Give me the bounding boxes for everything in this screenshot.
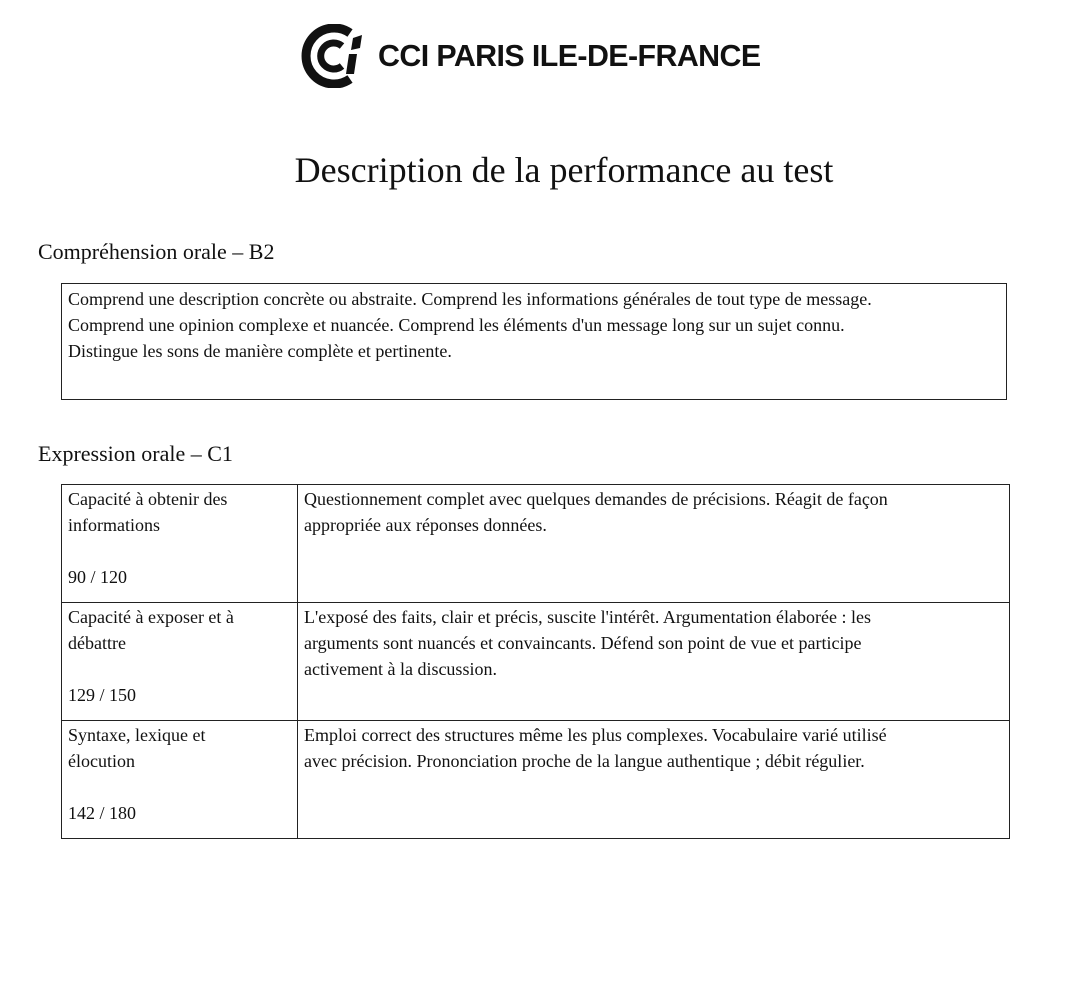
criterion-cell xyxy=(62,721,298,839)
expression-heading: Expression orale – C1 xyxy=(38,441,233,466)
criterion-score: 142 / 180 xyxy=(68,803,137,823)
table-row xyxy=(62,485,1010,603)
table-row xyxy=(62,721,1010,839)
comprehension-line: Distingue les sons de manière complète et pertinente. xyxy=(68,341,452,361)
criterion-label: élocution xyxy=(68,751,135,771)
description-cell xyxy=(298,721,1010,839)
expression-table xyxy=(61,484,1010,839)
criterion-label: Capacité à obtenir des xyxy=(68,489,228,509)
cci-logo-icon xyxy=(300,24,364,88)
criterion-label: informations xyxy=(68,515,160,535)
description-line: appropriée aux réponses données. xyxy=(304,515,547,535)
description-line: Questionnement complet avec quelques demandes de précisions. Réagit de façon xyxy=(304,489,888,509)
criterion-label: débattre xyxy=(68,633,126,653)
description-line: activement à la discussion. xyxy=(304,659,497,679)
description-line: arguments sont nuancés et convaincants. Défend son point de vue et participe xyxy=(304,633,862,653)
criterion-cell xyxy=(62,485,298,603)
criterion-score: 129 / 150 xyxy=(68,685,137,705)
document-title: Description de la performance au test xyxy=(294,150,834,190)
comprehension-line: Comprend une description concrète ou abstraite. Comprend les informations générales de tout type de message. xyxy=(68,289,872,309)
comprehension-line: Comprend une opinion complexe et nuancée. Comprend les éléments d'un message long sur un sujet connu. xyxy=(68,315,845,335)
description-line: L'exposé des faits, clair et précis, suscite l'intérêt. Argumentation élaborée : les xyxy=(304,607,871,627)
cci-logo xyxy=(300,18,768,94)
description-line: Emploi correct des structures même les plus complexes. Vocabulaire varié utilisé xyxy=(304,725,887,745)
comprehension-description-box xyxy=(61,283,1007,400)
criterion-label: Syntaxe, lexique et xyxy=(68,725,206,745)
description-cell xyxy=(298,485,1010,603)
criterion-score: 90 / 120 xyxy=(68,567,128,587)
criterion-label: Capacité à exposer et à xyxy=(68,607,234,627)
description-cell xyxy=(298,603,1010,721)
comprehension-heading: Compréhension orale – B2 xyxy=(38,239,275,264)
table-row xyxy=(62,603,1010,721)
logo-wordmark: CCI PARIS ILE-DE-FRANCE xyxy=(378,38,761,73)
criterion-cell xyxy=(62,603,298,721)
description-line: avec précision. Prononciation proche de la langue authentique ; débit régulier. xyxy=(304,751,865,771)
